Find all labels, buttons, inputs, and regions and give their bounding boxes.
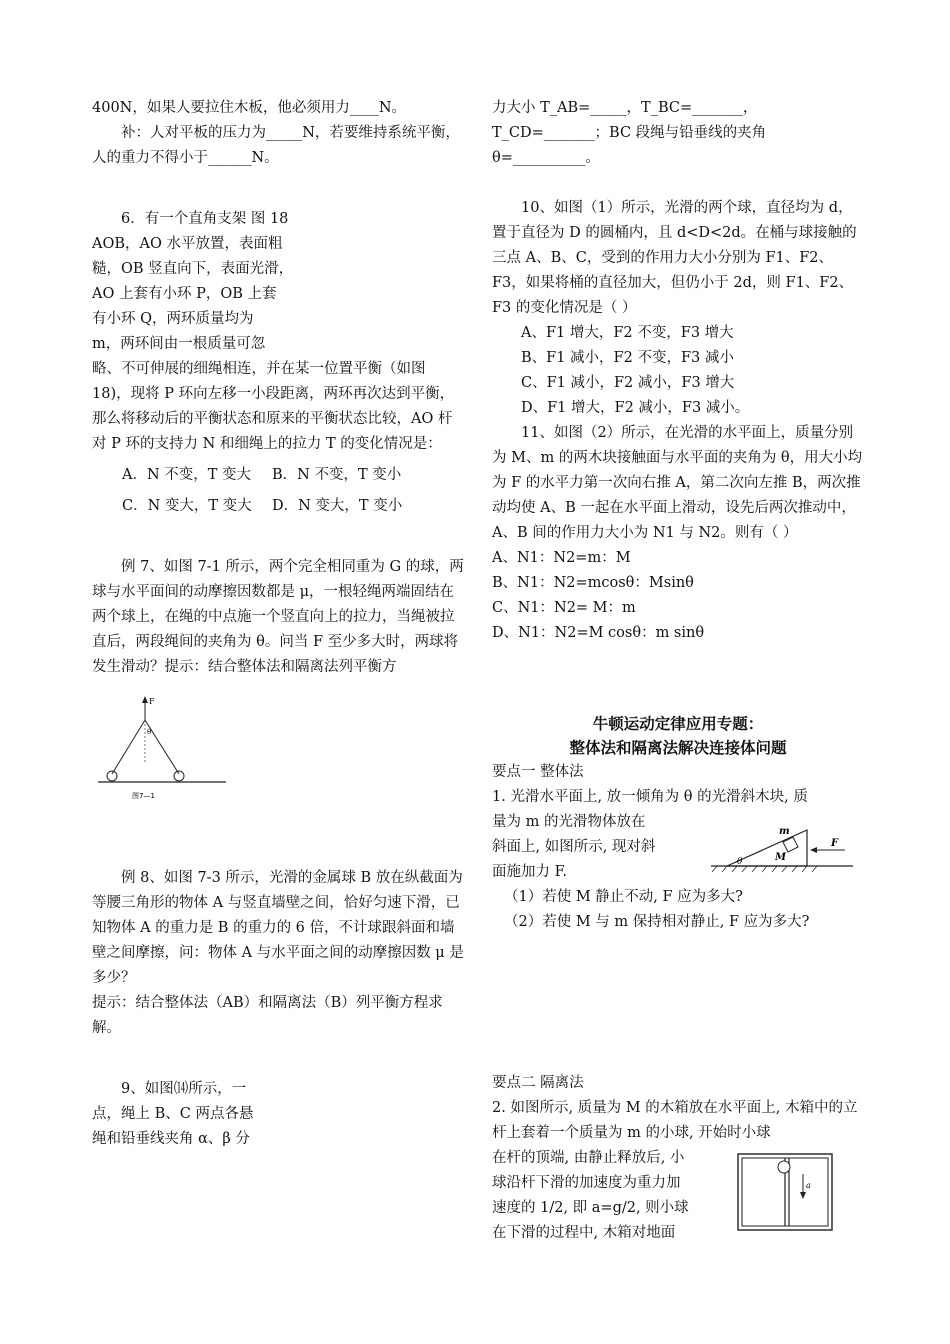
left-supplement: 补：人对平板的压力为_____N，若要维持系统平衡，人的重力不得小于______N。 [92,125,460,166]
p1-question-1: （1）若使 M 静止不动, F 应为多大? [504,889,743,905]
figure-incline [707,812,857,874]
q6-option-d: D．N 变大，T 变小 [272,498,403,514]
right-column [492,96,864,1246]
p1-block [492,810,864,885]
figure-7-1 [92,694,232,804]
p2-line-d: 速度的 1/2, 即 a=g/2, 则小球 [492,1200,689,1216]
q6-line-c: AO 上套有小环 P，OB 上套 [92,286,277,302]
fig71-caption: 图7—1 [132,792,155,800]
figure-box [736,1152,836,1234]
q9-line-b: 点，绳上 B、C 两点各悬 [92,1106,254,1122]
question-10: 10、如图（1）所示，光滑的两个球，直径均为 d，置于直径为 D 的圆桶内，且 d<D<2d。在桶与球接触的三点 A、B、C，受到的作用力大小分别为 F1、F2、F3，如果将桶的直径加大，但仍小于 2d，则 F1、F2、F3 的变化情况是（ ） [492,200,857,316]
q6-options-row1 [92,463,464,488]
p1-line-b: 量为 m 的光滑物体放在 [492,814,646,830]
q6-options-row2 [92,494,464,519]
q11-option-d: D、N1：N2=M cosθ：m sinθ [492,625,705,641]
p2-block [492,1146,864,1246]
q10-option-c: C、F1 减小，F2 减小，F3 增大 [521,375,735,391]
key-point-2: 要点二 隔离法 [492,1075,584,1091]
q11-option-a: A、N1：N2=m：M [492,550,631,566]
q6-line-e: m，两环间由一根质量可忽 [92,336,266,352]
example-8: 例 8、如图 7-3 所示，光滑的金属球 B 放在纵截面为等腰三角形的物体 A 与竖直墙壁之间，恰好匀速下滑，已知物体 A 的重力是 B 的重力的 6 倍，不计球跟斜面和墙壁之间摩擦，问：物体 A 与水平面之间的动摩擦因数 μ 是多少？ [92,870,464,986]
p1-line-a: 1. 光滑水平面上, 放一倾角为 θ 的光滑斜木块, 质 [492,789,808,805]
p2-line-b: 在杆的顶端, 由静止释放后, 小 [492,1150,685,1166]
q10-option-a: A、F1 增大，F2 不变，F3 增大 [521,325,734,341]
fig71-theta-label: θ [147,728,152,736]
left-line-1: 400N，如果人要拉住木板，他必须用力____N。 [92,100,407,116]
fig1-theta-label: θ [737,857,743,867]
q6-option-b: B．N 不变，T 变小 [272,467,402,483]
p1-line-c: 斜面上, 如图所示, 现对斜 [492,839,656,855]
fig2-a-label: a [806,1181,811,1190]
q10-option-d: D、F1 增大，F2 减小，F3 减小。 [521,400,750,416]
q6-option-a: A．N 不变，T 变大 [122,467,252,483]
question-11: 11、如图（2）所示，在光滑的水平面上，质量分别为 M、m 的两木块接触面与水平面的夹角为 θ，用大小均为 F 的水平力第一次向右推 A，第二次向左推 B，两次推动均使 A、B 一起在水平面上滑动，设先后两次推动中，A、B 间的作用力大小为 N1 与 N2。则有（ ） [492,425,863,541]
q9-line-c: 绳和铅垂线夹角 α、β 分 [92,1131,250,1147]
q10-option-b: B、F1 减小，F2 不变，F3 减小 [521,350,734,366]
q11-option-b: B、N1：N2=mcosθ：Msinθ [492,575,694,591]
q6-line-a: AOB，AO 水平放置，表面粗 [92,236,283,252]
p1-line-d: 面施加力 F. [492,864,568,880]
q6-option-c: C．N 变大，T 变大 [122,498,252,514]
section-title-1: 牛顿运动定律应用专题： [592,715,764,733]
p2-line-c: 球沿杆下滑的加速度为重力加 [492,1175,681,1191]
q6-body: 略、不可伸展的细绳相连，并在某一位置平衡（如图 18)，现将 P 环向左移一小段距离，两环再次达到平衡，那么将移动后的平衡状态和原来的平衡状态比较，AO 杆对 P 环的支持力 N 和细绳上的拉力 T 的变化情况是： [92,361,455,452]
fig71-f-label: F [149,697,155,706]
q6-heading: 6．有一个直角支架 图 18 [121,211,289,227]
section-title-2: 整体法和隔离法解决连接体问题 [569,739,787,757]
q9-line-a: 9、如图⒁所示，一 [121,1081,247,1097]
q6-line-d: 有小环 Q，两环质量均为 [92,311,254,327]
p2-line-e: 在下滑的过程中, 木箱对地面 [492,1225,676,1241]
fig1-F-label: F [831,838,839,849]
fig1-M-label: M [775,852,787,863]
left-column [92,96,464,1152]
example-7: 例 7、如图 7-1 所示，两个完全相同重为 G 的球，两球与水平面间的动摩擦因数都是 μ，一根轻绳两端固结在两个球上，在绳的中点施一个竖直向上的拉力，当绳被拉直后，两段绳间的夹角为 θ。问当 F 至少多大时，两球将发生滑动？提示：结合整体法和隔离法列平衡方 [92,559,464,675]
example-8-hint: 提示：结合整体法（AB）和隔离法（B）列平衡方程求解。 [92,995,443,1036]
q6-line-b: 糙，OB 竖直向下，表面光滑， [92,261,294,277]
fig1-m-label: m [779,826,790,837]
right-line-1: 力大小 T_AB=_____，T_BC=_______，T_CD=_______；BC 段绳与铅垂线的夹角 θ=__________。 [492,100,767,166]
key-point-1: 要点一 整体法 [492,764,584,780]
q11-option-c: C、N1：N2= M：m [492,600,636,616]
p2-line-a: 2. 如图所示, 质量为 M 的木箱放在水平面上, 木箱中的立杆上套着一个质量为 m 的小球, 开始时小球 [492,1100,858,1141]
p1-question-2: （2）若使 M 与 m 保持相对静止, F 应为多大? [504,914,810,930]
